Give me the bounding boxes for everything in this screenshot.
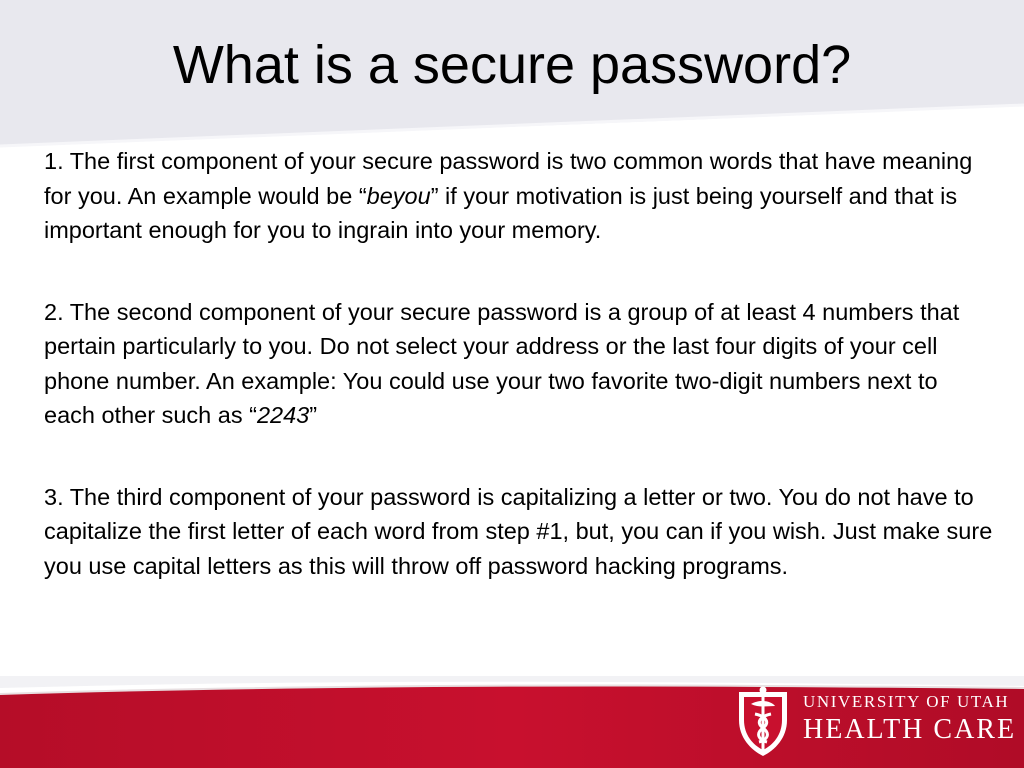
logo-wordmark — [803, 690, 1016, 746]
paragraph-1-example: beyou — [366, 182, 431, 209]
paragraph-2-text: 2. The second component of your secure password is a group of at least 4 numbers that pertain particularly to you. Do not select your address or the last four digits of your cell phone number. An example: You could use your two favorite two-digit numbers next to each other such as “ — [44, 298, 960, 428]
slide-title: What is a secure password? — [172, 35, 852, 95]
paragraph-2-text-end: ” — [309, 402, 318, 428]
paragraph-1-text-end: ” if your motivation is just being yourself and that is important enough for you to ingrain into your memory. — [44, 182, 958, 243]
paragraph-1-text: 1. The first component of your secure password is two common words that have meaning for you. An example would be “ — [44, 148, 973, 209]
paragraph-2 — [44, 295, 994, 433]
paragraph-3: 3. The third component of your password is capitalizing a letter or two. You do not have to capitalize the first letter of each word from step #1, but, you can if you wish. Just make sure you use capital letters as this will throw off password hacking programs. — [44, 483, 993, 579]
university-logo — [733, 686, 1017, 760]
paragraph-1 — [44, 144, 994, 248]
slide-body — [44, 144, 994, 630]
logo-health-care-text: HEALTH CARE — [803, 714, 1017, 745]
logo-university-text: UNIVERSITY OF UTAH — [803, 692, 1010, 711]
caduceus-shield-icon — [733, 686, 793, 758]
paragraph-2-example: 2243 — [256, 402, 310, 428]
